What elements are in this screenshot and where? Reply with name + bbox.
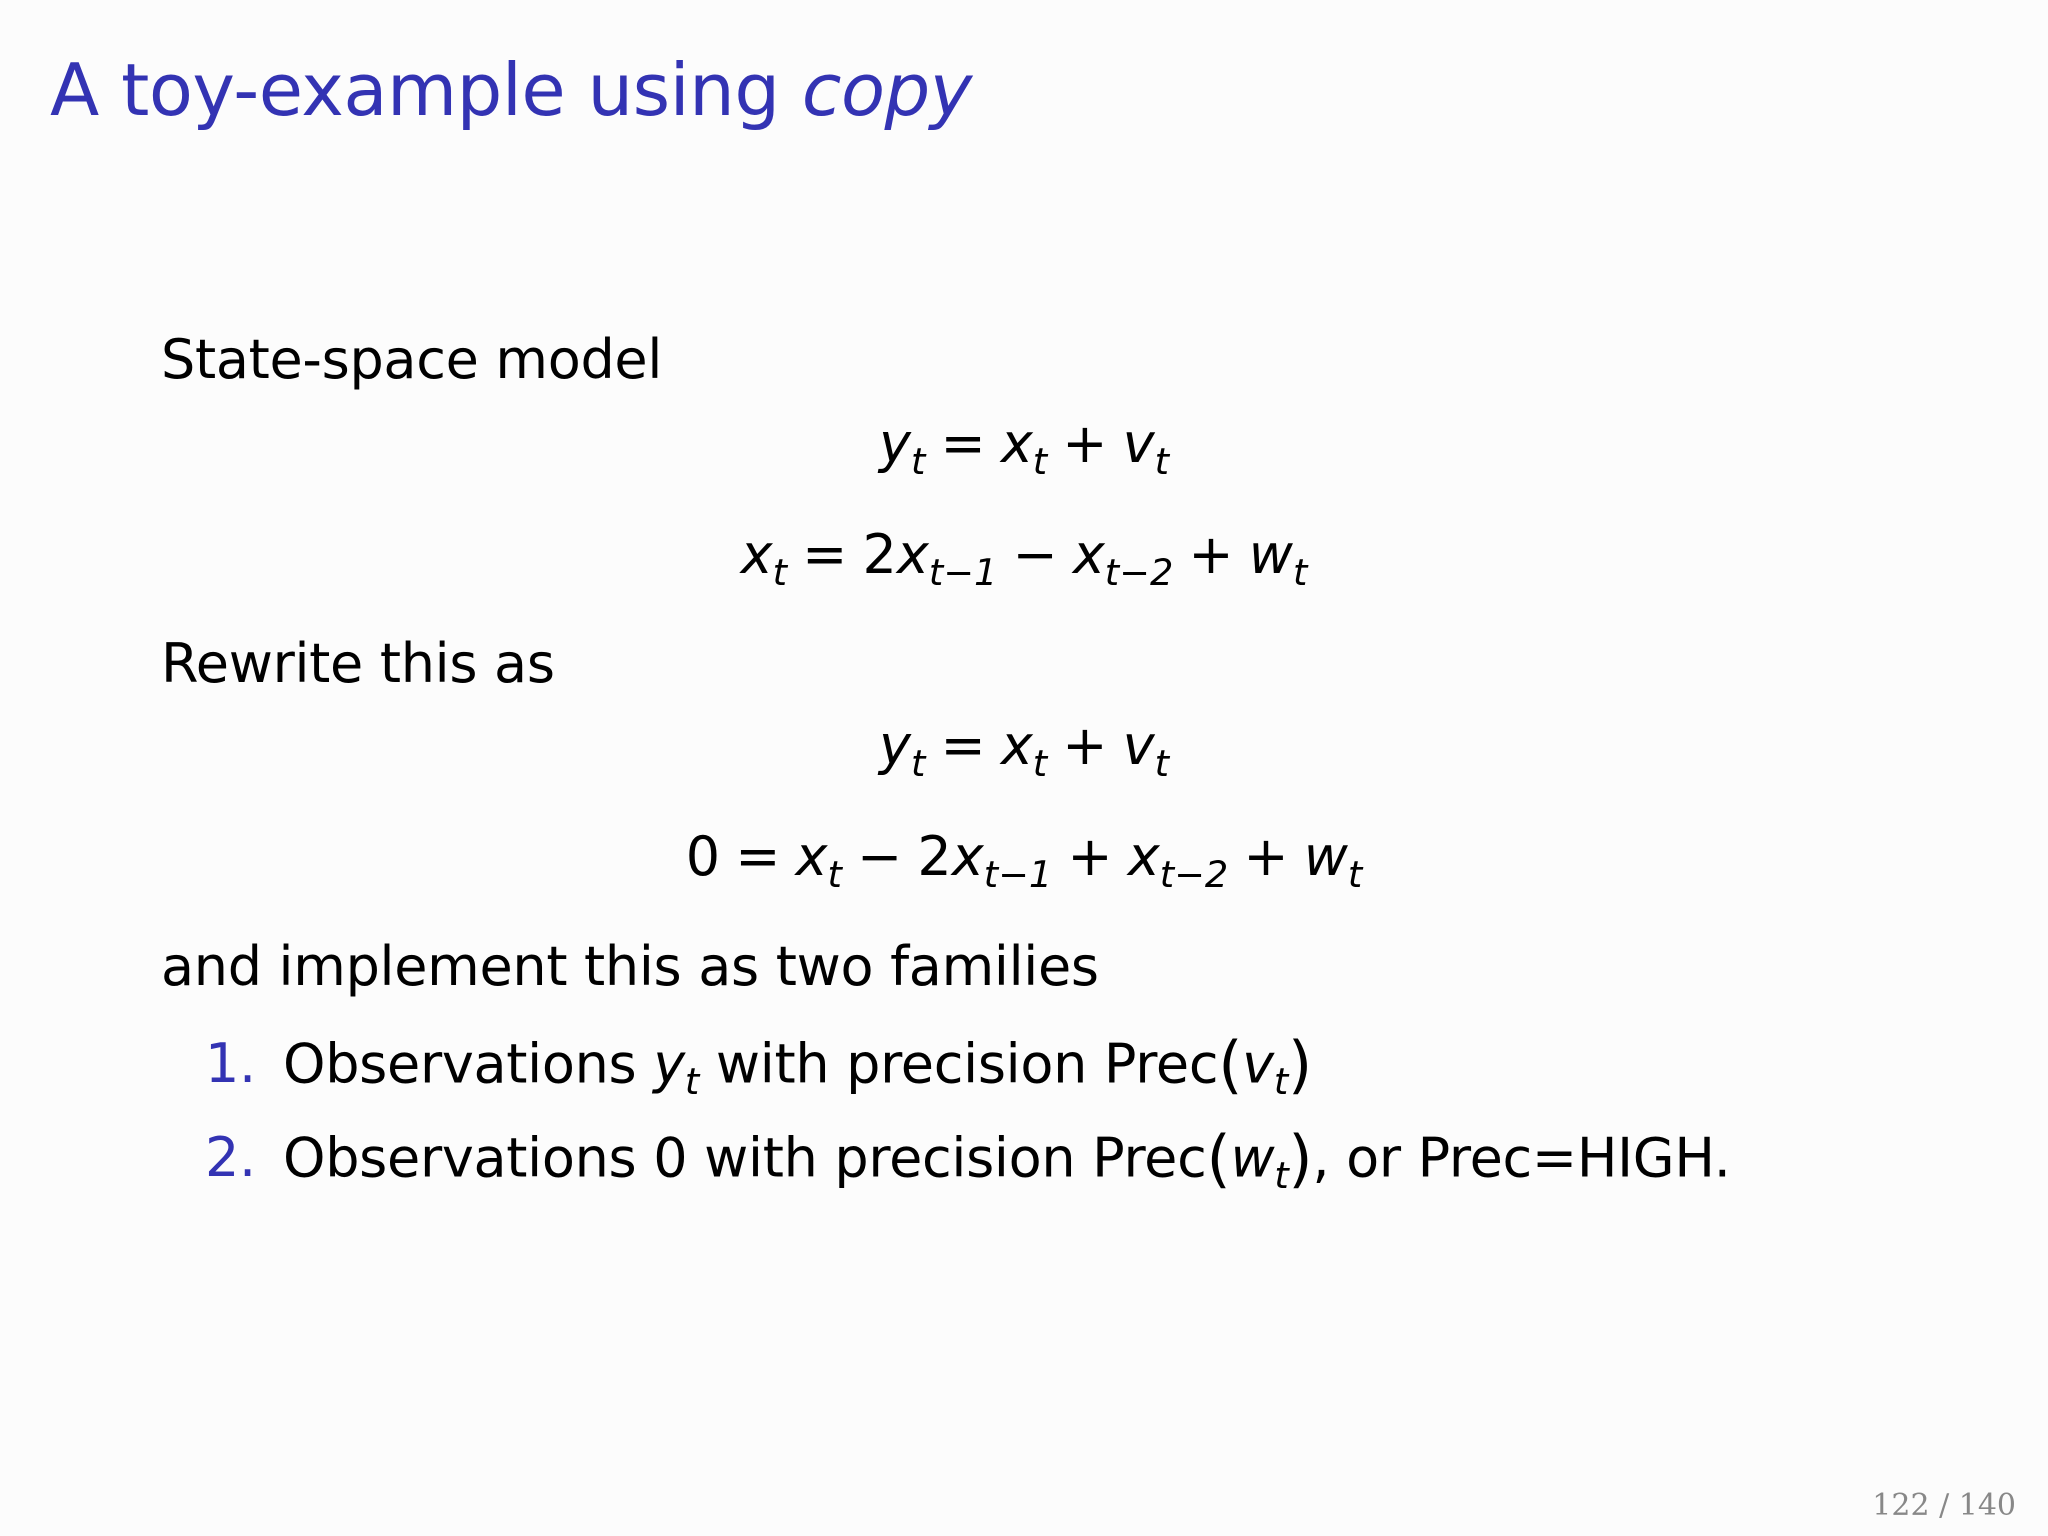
list-item-2: 2. Observations 0 with precision $Prec(w_t)$, or Prec=HIGH. bbox=[205, 1122, 1731, 1198]
list-number: 1. bbox=[205, 1032, 256, 1096]
intro-state-space: State-space model bbox=[161, 328, 663, 391]
intro-rewrite: Rewrite this as bbox=[161, 632, 555, 695]
list-number: 2. bbox=[205, 1126, 256, 1190]
page-number: 122 / 140 bbox=[1872, 1488, 2016, 1523]
equation-3: $y_t = x_t + v_t$ bbox=[878, 714, 1170, 785]
equation-1: $y_t = x_t + v_t$ bbox=[878, 412, 1170, 483]
list-item-1: 1. Observations $y_t$ with precision $Prec(v_t)$ bbox=[205, 1028, 1312, 1104]
slide-title: A toy-example using copy bbox=[50, 48, 972, 132]
equation-2: $x_t = 2x_{t-1} - x_{t-2} + w_t$ bbox=[740, 523, 1308, 594]
title-italic: copy bbox=[801, 48, 972, 132]
equation-4: $0 = x_t - 2x_{t-1} + x_{t-2} + w_t$ bbox=[685, 825, 1363, 896]
intro-implement: and implement this as two families bbox=[161, 935, 1099, 998]
